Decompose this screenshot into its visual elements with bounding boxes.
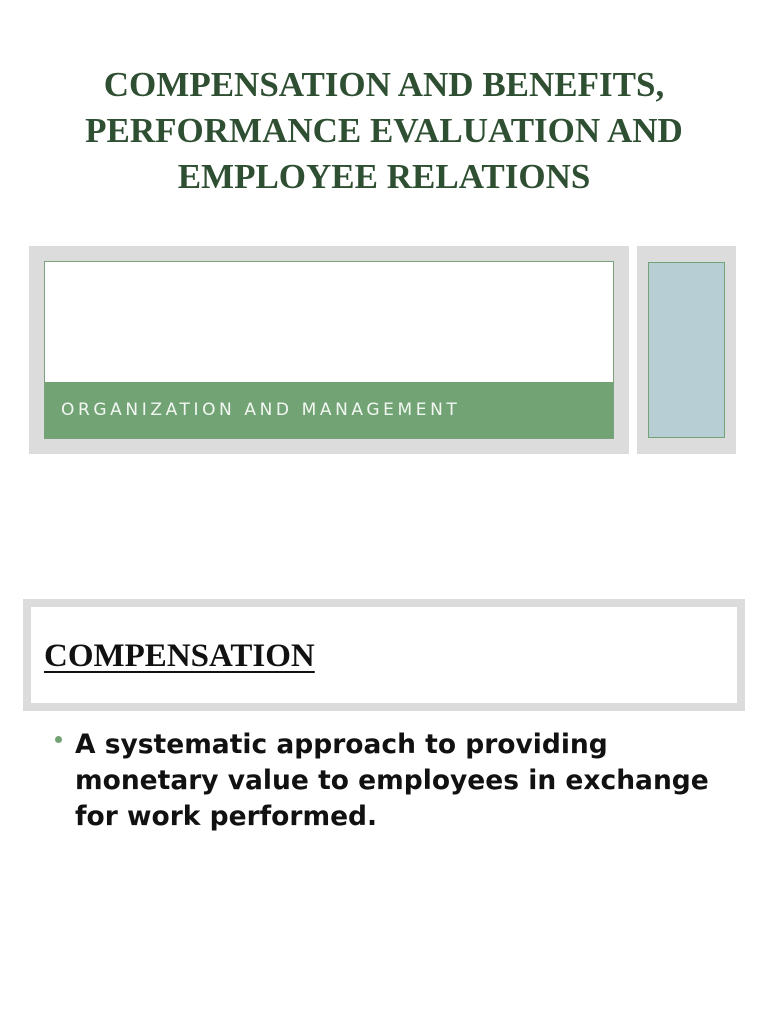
side-frame — [637, 246, 736, 454]
section-heading: COMPENSATION — [44, 638, 315, 674]
slide-title: COMPENSATION AND BENEFITS, PERFORMANCE EVALUATION AND EMPLOYEE RELATIONS — [85, 65, 683, 196]
bullet-dot-icon — [55, 736, 62, 743]
title-frame — [29, 246, 629, 454]
heading-panel — [31, 607, 737, 703]
heading-frame — [23, 599, 745, 711]
slide-subtitle: ORGANIZATION AND MANAGEMENT — [61, 400, 461, 420]
bullet-item — [52, 727, 732, 835]
title-panel — [44, 261, 614, 439]
subtitle-band — [45, 382, 613, 438]
bullet-list — [52, 727, 732, 835]
bullet-text: A systematic approach to providing monetary value to employees in exchange for work performed. — [75, 729, 709, 832]
side-accent-panel — [648, 262, 725, 438]
